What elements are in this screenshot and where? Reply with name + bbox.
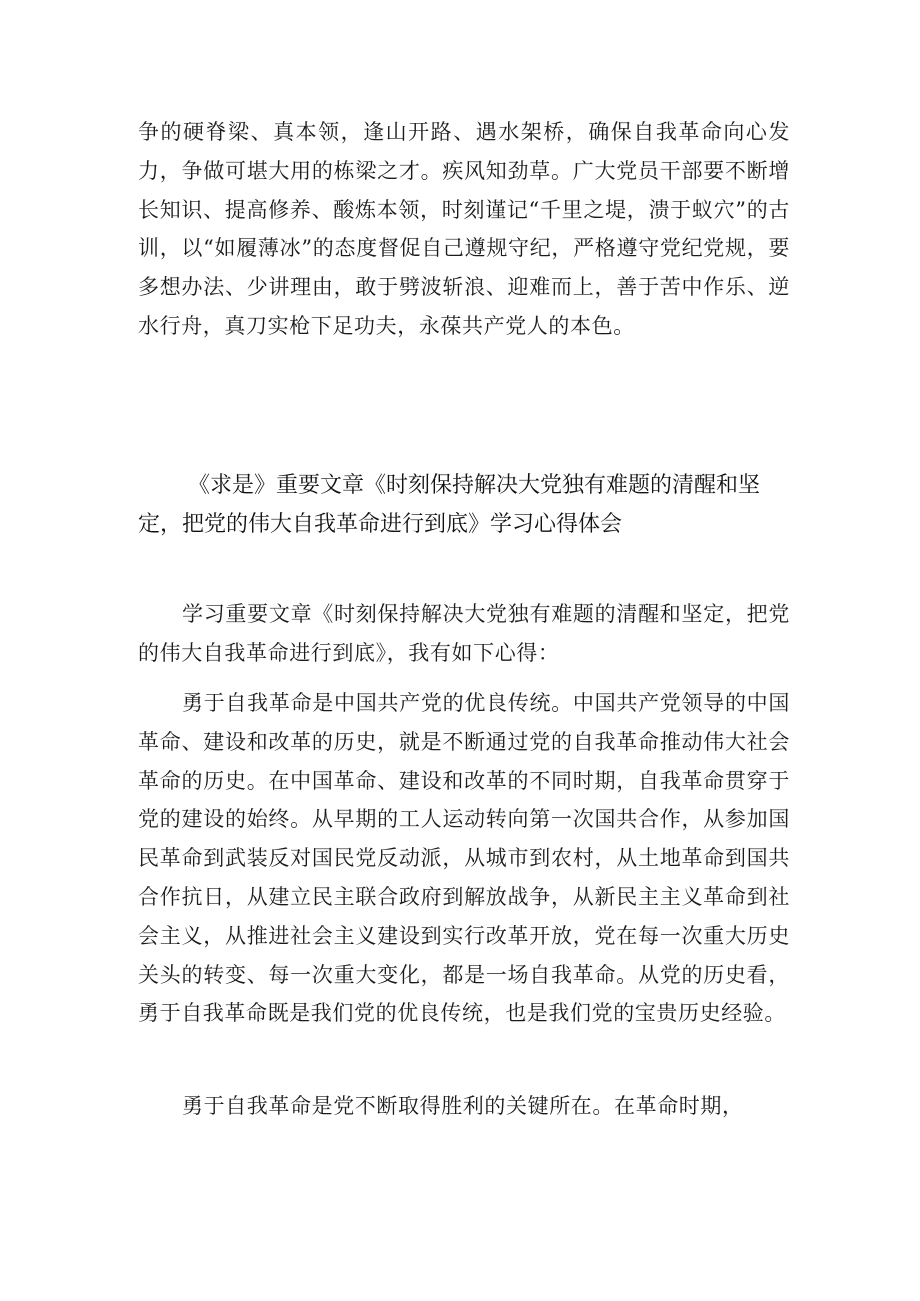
body-paragraph-2: 勇于自我革命是党不断取得胜利的关键所在。在革命时期， bbox=[182, 1094, 744, 1118]
continuation-paragraph: 争的硬脊梁、真本领，逢山开路、遇水架桥，确保自我革命向心发力，争做可堪大用的栋梁之才。疾风知劲草。广大党员干部要不断增长知识、提高修养、酸炼本领，时刻谨记“千里之堤，溃于蚁穴”的古训，以“如履薄冰”的态度督促自己遵规守纪，严格遵守党纪党规，要多想办法、少讲理由，敢于劈波斩浪、迎难而上，善于苦中作乐、逆水行舟，真刀实枪下足功夫，永葆共产党人的本色。 bbox=[138, 120, 790, 338]
section-title: 《求是》重要文章《时刻保持解决大党独有难题的清醒和坚定，把党的伟大自我革命进行到底》学习心得体会 bbox=[138, 473, 761, 537]
body-paragraph-1: 勇于自我革命是中国共产党的优良传统。中国共产党领导的中国革命、建设和改革的历史，就是不断通过党的自我革命推动伟大社会革命的历史。在中国革命、建设和改革的不同时期，自我革命贯穿于党的建设的始终。从早期的工人运动转向第一次国共合作，从参加国民革命到武装反对国民党反动派，从城市到农村，从土地革命到国共合作抗日，从建立民主联合政府到解放战争，从新民主主义革命到社会主义，从推进社会主义建设到实行改革开放，党在每一次重大历史关头的转变、每一次重大变化，都是一场自我革命。从党的历史看，勇于自我革命既是我们党的优良传统，也是我们党的宝贵历史经验。 bbox=[138, 691, 790, 1026]
intro-paragraph: 学习重要文章《时刻保持解决大党独有难题的清醒和坚定，把党的伟大自我革命进行到底》，我有如下心得： bbox=[138, 602, 790, 665]
